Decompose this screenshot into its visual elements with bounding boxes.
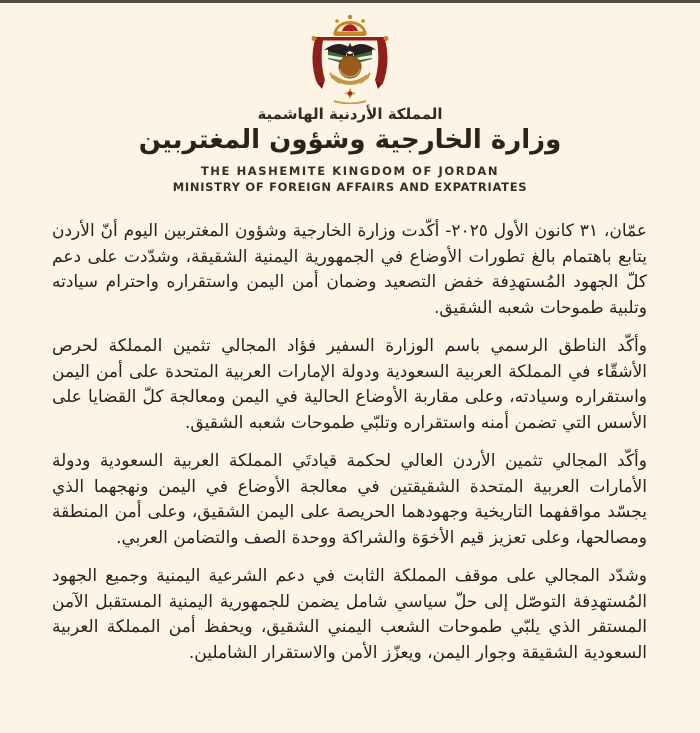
letterhead	[0, 3, 700, 194]
paragraph-spokesperson: وأكّد الناطق الرسمي باسم الوزارة السفير فؤاد المجالي تثمين المملكة لحرص الأشقّاء في المملكة العربية السعودية ودولة الإمارات العربية المتحدة على أمن اليمن واستقراره وسيادته، وعلى مقاربة الأوضاع الحالية في اليمن ومعالجة كلّ القضايا على الأسس التي تضمن أمنه واستقراره وتلبّي طموحات شعبه الشقيق.	[52, 336, 647, 433]
paragraph-closing: وشدّد المجالي على موقف المملكة الثابت في دعم الشرعية اليمنية وجميع الجهود المُستهدِفة التوصّل إلى حلّ سياسي شامل يضمن للجمهورية اليمنية المستقبل الآمن المستقر الذي يلبّي طموحات الشعب اليمني الشقيق، ويحفظ أمن المملكة العربية السعودية الشقيقة وجوار اليمن، ويعزّز الأمن والاستقرار الشاملين.	[52, 566, 647, 663]
kingdom-title-english: THE HASHEMITE KINGDOM OF JORDAN	[200, 164, 500, 178]
kingdom-title-arabic: المملكة الأردنية الهاشمية	[257, 105, 443, 123]
statement-body	[0, 194, 700, 666]
paragraph-dateline-intro: عمّان، ٣١ كانون الأول ٢٠٢٥- أكّدت وزارة الخارجية وشؤون المغتربين اليوم أنّ الأردن يتابع باهتمام بالغ تطورات الأوضاع في الجمهورية اليمنية الشقيقة، وشدّدت على دعم كلّ الجهود المُستهدِفة خفض التصعيد وضمان أمن اليمن واستقراره واحترام سيادته وتلبية طموحات شعبه الشقيق.	[52, 221, 648, 318]
ministry-title-english: MINISTRY OF FOREIGN AFFAIRS AND EXPATRIATES	[172, 180, 528, 194]
jordan-coat-of-arms-icon	[288, 10, 412, 104]
ministry-title-arabic-calligraphy: وزارة الخارجية وشؤون المغتربين	[138, 125, 562, 155]
statement-page	[0, 3, 700, 733]
paragraph-leaderships: وأكّد المجالي تثمين الأردن العالي لحكمة قيادتَي المملكة العربية السعودية ودولة الأمارات العربية المتحدة الشقيقتين في معالجة الأوضاع في اليمن ونهجهما الذي يجسّد مواقفهما التاريخية وجهودهما الحريصة على اليمن الشقيق، وعلى أمن المنطقة ومصالحها، وعلى تعزيز قيم الأخوَة والشراكة ووحدة الصف والتضامن العربي.	[52, 451, 647, 548]
